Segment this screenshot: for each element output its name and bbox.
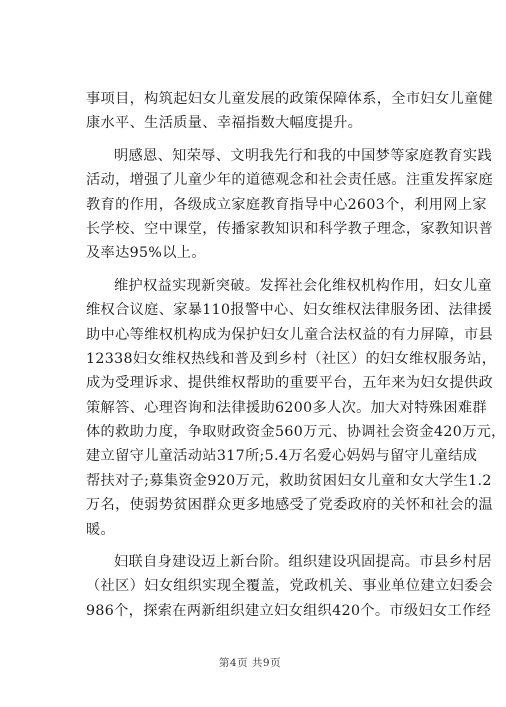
text-line: 万名，使弱势贫困群众更多地感受了党委政府的关怀和社会的温: [86, 497, 494, 514]
text-line: 活动，增强了儿童少年的道德观念和社会责任感。注重发挥家庭: [86, 172, 494, 189]
text-line: 长学校、空中课堂，传播家教知识和科学教子理念，家教知识普: [86, 220, 494, 237]
text-line: （社区）妇女组织实现全覆盖，党政机关、事业单位建立妇委会: [86, 578, 494, 595]
text-line: 教育的作用，各级成立家庭教育指导中心2603个，利用网上家: [86, 196, 487, 213]
text-line: 策解答、心理咨询和法律援助6200多人次。加大对特殊困难群: [86, 399, 487, 416]
paragraph-gap: [86, 542, 419, 550]
paragraph-gap: [86, 136, 419, 144]
paragraph: [86, 87, 494, 136]
text-line: 事项目，构筑起妇女儿童发展的政策保障体系，全市妇女儿童健: [86, 91, 494, 107]
text-line: 暖。: [86, 521, 116, 538]
text-line: 维护权益实现新突破。发挥社会化维权机构作用，妇女儿童: [114, 277, 492, 294]
text-line: 体的救助力度，争取财政资金560万元、协调社会资金420万元，: [86, 424, 506, 441]
text-line: 维权合议庭、家暴110报警中心、妇女维权法律服务团、法律援: [86, 302, 493, 319]
text-line: 986个，探索在两新组织建立妇女组织420个。市级妇女工作经: [86, 602, 492, 619]
text-line: 帮扶对子;募集资金920万元，救助贫困妇女儿童和女大学生1.2: [86, 472, 492, 489]
text-line: 建立留守儿童活动站317所;5.4万名爱心妈妈与留守儿童结成: [86, 448, 478, 465]
document-body: [86, 87, 506, 623]
paragraph: [86, 144, 494, 266]
text-line: 成为受理诉求、提供维权帮助的重要平台，五年来为妇女提供政: [86, 375, 494, 392]
text-line: 12338妇女维权热线和普及到乡村（社区）的妇女维权服务站，: [86, 350, 497, 367]
text-line: 康水平、生活质量、幸福指数大幅度提升。: [86, 115, 363, 132]
paragraph-gap: [86, 266, 419, 274]
page-footer: 第4页 共9页: [218, 657, 282, 669]
text-line: 明感恩、知荣辱、文明我先行和我的中国梦等家庭教育实践: [114, 147, 492, 164]
paragraph: [86, 550, 494, 623]
paragraph: [86, 274, 506, 542]
text-line: 助中心等维权机构成为保护妇女儿童合法权益的有力屏障，市县: [86, 326, 494, 343]
text-line: 及率达95%以上。: [86, 245, 206, 262]
text-line: 妇联自身建设迈上新台阶。组织建设巩固提高。市县乡村居: [114, 554, 492, 571]
